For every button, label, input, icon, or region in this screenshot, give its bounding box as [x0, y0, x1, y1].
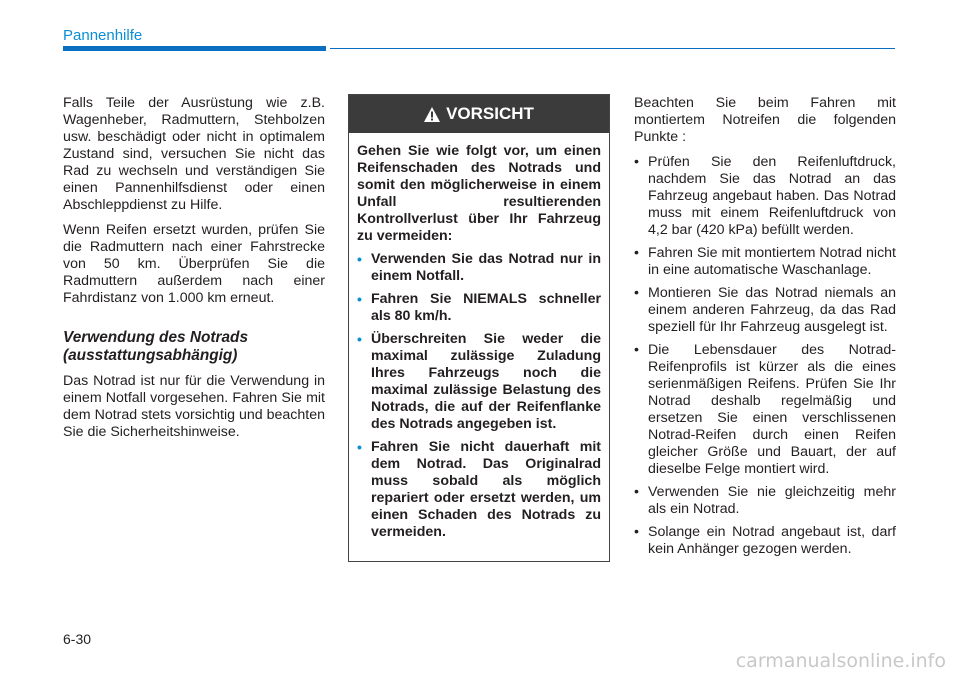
- list-item: [634, 245, 896, 279]
- list-item: [634, 342, 896, 478]
- list-item-text: Fahren Sie mit montiertem Notrad nicht in eine automatische Waschanlage.: [648, 245, 896, 278]
- bullet-icon: •: [357, 439, 362, 455]
- list-item: [634, 524, 896, 558]
- caution-header: [349, 95, 609, 133]
- header-rule-thick: [63, 46, 326, 51]
- caution-item-text: Verwenden Sie das Notrad nur in einem Notfall.: [371, 251, 601, 284]
- paragraph: Beachten Sie beim Fahren mit montiertem Notreifen die folgenden Punkte :: [634, 95, 896, 145]
- list-item: [634, 484, 896, 518]
- subheading: Verwendung des Notrads (ausstattungsabhängig): [63, 329, 249, 364]
- caution-item-text: Fahren Sie NIEMALS schneller als 80 km/h.: [371, 291, 601, 324]
- list-item-text: Montieren Sie das Notrad niemals an einem anderen Fahrzeug, da das Rad speziell für Ihr Fahrzeug ausgelegt ist.: [648, 285, 896, 335]
- caution-body: [349, 133, 609, 541]
- header-rule-thin: [330, 48, 895, 49]
- caution-intro: Gehen Sie wie folgt vor, um einen Reifenschaden des Notrads und somit den möglicherweise in einem Unfall resultierenden Kontrollverlust über Ihr Fahrzeug zu vermeiden:: [357, 143, 601, 244]
- bullet-icon: •: [357, 251, 362, 267]
- list-item-text: Die Lebensdauer des Notrad-Reifenprofils ist kürzer als die eines serienmäßigen Reifens. Prüfen Sie Ihr Notrad deshalb regelmäßig und ersetzen Sie einen verschlissenen Notrad-Reifen durch einen Reifen gleicher Größe und Bauart, der auf dieselbe Felge montiert wird.: [648, 342, 896, 477]
- left-column: [63, 95, 325, 449]
- caution-item: [357, 331, 601, 433]
- bullet-icon: •: [634, 524, 639, 540]
- caution-item-text: Überschreiten Sie weder die maximal zulässige Zuladung Ihres Fahrzeugs noch die maximal zulässige Belastung des Notrads, die auf der Reifenflanke des Notrads angegeben ist.: [371, 331, 601, 432]
- bullet-icon: •: [357, 291, 362, 307]
- bullet-icon: •: [634, 245, 639, 261]
- list-item: [634, 154, 896, 239]
- section-title: Pannenhilfe: [63, 27, 143, 44]
- tips-list: [634, 154, 896, 558]
- bullet-icon: •: [634, 154, 639, 170]
- caution-title: VORSICHT: [446, 104, 534, 123]
- caution-item-text: Fahren Sie nicht dauerhaft mit dem Notrad. Das Originalrad muss sobald als möglich repariert oder ersetzt werden, um einen Schaden des Notrads zu vermeiden.: [371, 439, 601, 540]
- caution-item: [357, 251, 601, 285]
- caution-item: [357, 291, 601, 325]
- caution-item: [357, 439, 601, 541]
- caution-box: [348, 94, 610, 562]
- bullet-icon: •: [634, 285, 639, 301]
- paragraph: Das Notrad ist nur für die Verwendung in einem Notfall vorgesehen. Fahren Sie mit dem Notrad stets vorsichtig und beachten Sie die Sicherheitshinweise.: [63, 373, 325, 440]
- bullet-icon: •: [357, 331, 362, 347]
- paragraph: Wenn Reifen ersetzt wurden, prüfen Sie die Radmuttern nach einer Fahrstrecke von 50 km. Überprüfen Sie die Radmuttern außerdem nach einer Fahrdistanz von 1.000 km erneut.: [63, 222, 325, 306]
- paragraph: Falls Teile der Ausrüstung wie z.B. Wagenheber, Radmuttern, Stehbolzen usw. beschädigt oder nicht in optimalem Zustand sind, versuchen Sie nicht das Rad zu wechseln und verständigen Sie einen Pannenhilfsdienst oder einen Abschleppdienst zu Hilfe.: [63, 95, 325, 213]
- caution-list: [357, 251, 601, 541]
- bullet-icon: •: [634, 484, 639, 500]
- page-number: 6-30: [63, 631, 92, 647]
- bullet-icon: •: [634, 342, 639, 358]
- list-item: [634, 285, 896, 336]
- watermark: carmanualsonline.info: [735, 650, 946, 672]
- list-item-text: Prüfen Sie den Reifenluftdruck, nachdem Sie das Notrad an das Fahrzeug angebaut haben. Das Notrad muss mit einem Reifenluftdruck von 4,2 bar (420 kPa) befüllt werden.: [648, 154, 896, 238]
- list-item-text: Verwenden Sie nie gleichzeitig mehr als ein Notrad.: [648, 484, 896, 517]
- warning-triangle-icon: [424, 107, 440, 122]
- list-item-text: Solange ein Notrad angebaut ist, darf kein Anhänger gezogen werden.: [648, 524, 896, 557]
- right-column: [634, 95, 896, 564]
